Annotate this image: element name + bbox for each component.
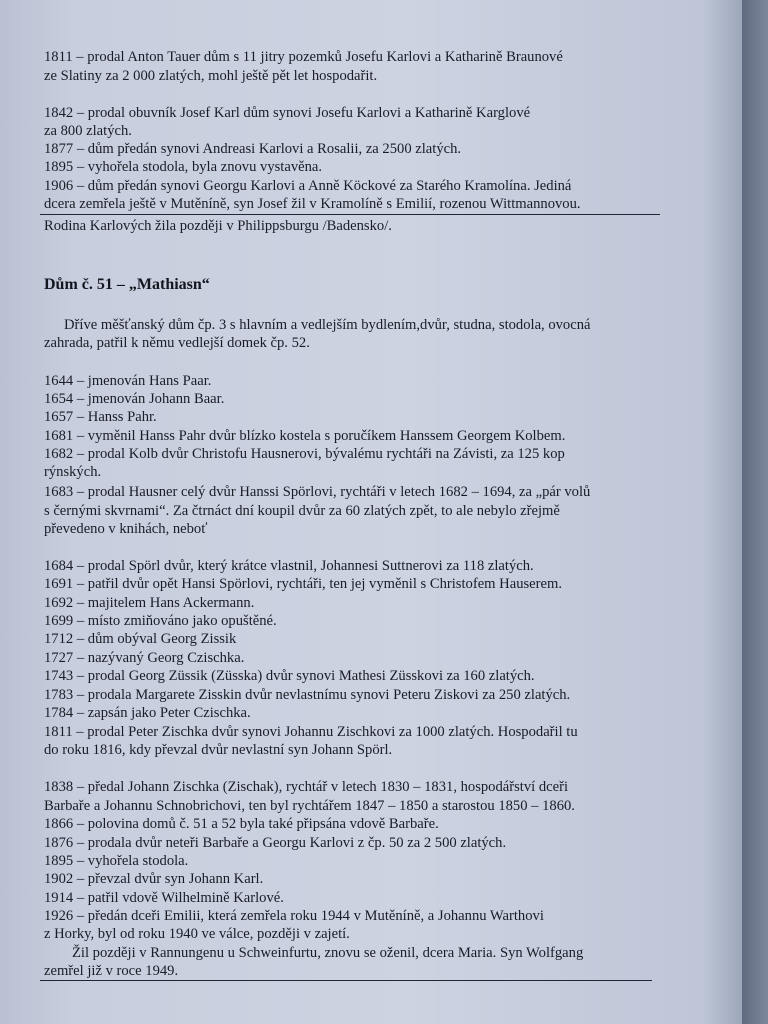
text-line: 1699 – místo zmiňováno jako opuštěné. (44, 613, 277, 629)
text-line: 1876 – prodala dvůr neteři Barbaře a Georgu Karlovi z čp. 50 za 2 500 zlatých. (44, 835, 507, 851)
text-line: 1727 – nazývaný Georg Czischka. (44, 650, 245, 666)
text-line: 1684 – prodal Spörl dvůr, který krátce vlastnil, Johannesi Suttnerovi za 118 zlatých. (44, 558, 534, 574)
text-line: 1926 – předán dceři Emilii, která zemřela roku 1944 v Mutěníně, a Johannu Warthovi (44, 908, 544, 924)
text-line: 1654 – jmenován Johann Baar. (44, 391, 225, 407)
text-line: do roku 1816, kdy převzal dvůr nevlastní syn Johann Spörl. (44, 742, 393, 758)
text-line: 1838 – předal Johann Zischka (Zischak), rychtář v letech 1830 – 1831, hospodářství dceři (44, 779, 569, 795)
text-line: 1743 – prodal Georg Züssik (Züsska) dvůr synovi Mathesi Züsskovi za 160 zlatých. (44, 668, 535, 684)
text-line: z Horky, byl od roku 1940 ve válce, později v zajetí. (44, 926, 350, 942)
text-line: 1682 – prodal Kolb dvůr Christofu Hausnerovi, bývalému rychtáři na Závisti, za 125 kop (44, 446, 565, 462)
text-line: dcera zemřela ještě v Mutěníně, syn Josef žil v Kramolíně s Emilií, rozenou Wittmannovou. (44, 196, 581, 212)
text-line: 1712 – dům obýval Georg Zissik (44, 631, 237, 647)
text-line: 1784 – zapsán jako Peter Czischka. (44, 705, 251, 721)
divider-line (40, 980, 652, 981)
text-line: 1681 – vyměnil Hanss Pahr dvůr blízko kostela s poručíkem Hanssem Georgem Kolbem. (44, 428, 566, 444)
text-line: rýnských. (44, 464, 102, 480)
text-line: 1644 – jmenován Hans Paar. (44, 373, 212, 389)
text-line: 1783 – prodala Margarete Zisskin dvůr nevlastnímu synovi Peteru Ziskovi za 250 zlatých. (44, 687, 571, 703)
text-line: Rodina Karlových žila později v Philippsburgu /Badensko/. (44, 218, 392, 234)
text-line: 1811 – prodal Peter Zischka dvůr synovi Johannu Zischkovi za 1000 zlatých. Hospodařil tu (44, 724, 578, 740)
text-line: zemřel již v roce 1949. (44, 963, 179, 979)
intro-line: Dříve měšťanský dům čp. 3 s hlavním a vedlejším bydlením,dvůr, studna, stodola, ovocná (64, 317, 591, 333)
text-line: Barbaře a Johannu Schnobrichovi, ten byl rychtářem 1847 – 1850 a starostou 1850 – 1860. (44, 798, 575, 814)
text-line: ze Slatiny za 2 000 zlatých, mohl ještě pět let hospodařit. (44, 68, 378, 84)
text-line: 1895 – vyhořela stodola. (44, 853, 189, 869)
text-line: 1866 – polovina domů č. 51 a 52 byla také připsána vdově Barbaře. (44, 816, 439, 832)
text-line: 1683 – prodal Hausner celý dvůr Hanssi Spörlovi, rychtáři v letech 1682 – 1694, za „pár volů (44, 484, 591, 500)
text-line: 1914 – patřil vdově Wilhelmině Karlové. (44, 890, 284, 906)
text-line: 1692 – majitelem Hans Ackermann. (44, 595, 255, 611)
text-line: Žil později v Rannungenu u Schweinfurtu, znovu se oženil, dcera Maria. Syn Wolfgang (72, 945, 584, 961)
text-line: s černými skvrnami“. Za čtrnáct dní koupil dvůr za 60 zlatých zpět, to ale nebylo zřejmě (44, 503, 560, 519)
intro-line: zahrada, patřil k němu vedlejší domek čp. 52. (44, 335, 310, 351)
section-heading: Dům č. 51 – „Mathiasn“ (44, 276, 210, 293)
text-line: 1902 – převzal dvůr syn Johann Karl. (44, 871, 264, 887)
text-line: 1657 – Hanss Pahr. (44, 409, 157, 425)
text-line: 1877 – dům předán synovi Andreasi Karlovi a Rosalii, za 2500 zlatých. (44, 141, 462, 157)
text-line: 1895 – vyhořela stodola, byla znovu vystavěna. (44, 159, 323, 175)
text-line: 1811 – prodal Anton Tauer dům s 11 jitry pozemků Josefu Karlovi a Katharině Braunové (44, 49, 563, 65)
text-line: 1906 – dům předán synovi Georgu Karlovi a Anně Köckové za Starého Kramolína. Jediná (44, 178, 572, 194)
text-line: 1691 – patřil dvůr opět Hansi Spörlovi, rychtáři, ten jej vyměnil s Christofem Hauserem. (44, 576, 562, 592)
text-line: převedeno v knihách, neboť (44, 521, 208, 537)
page-edge-shadow (742, 0, 768, 1024)
divider-line (40, 214, 660, 215)
text-line: 1842 – prodal obuvník Josef Karl dům synovi Josefu Karlovi a Katharině Karglové (44, 105, 531, 121)
text-line: za 800 zlatých. (44, 123, 132, 139)
